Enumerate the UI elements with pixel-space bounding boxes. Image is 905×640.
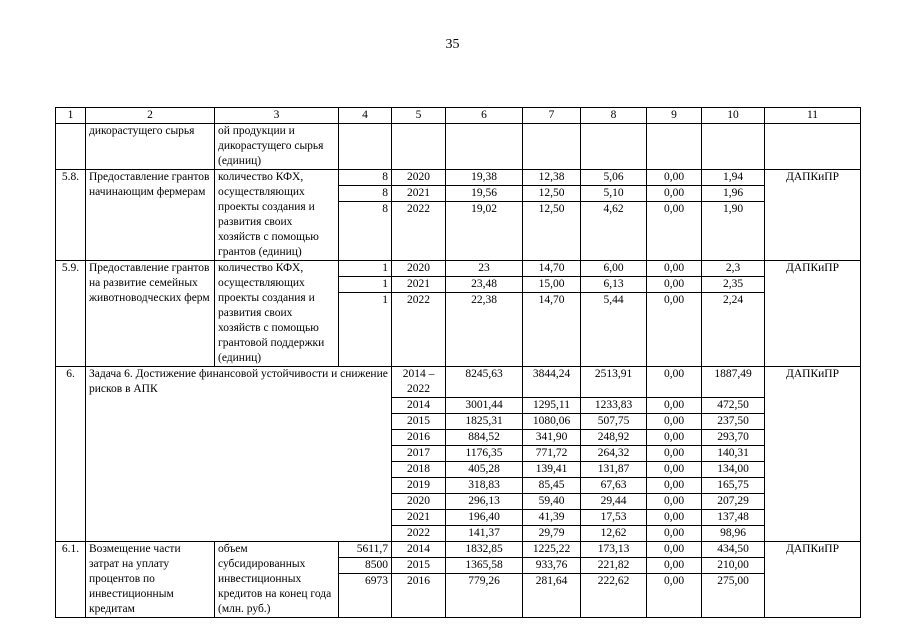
year-cell: 2017 xyxy=(392,446,446,462)
task-row xyxy=(56,367,861,398)
year-cell: 2016 xyxy=(392,574,446,618)
planned-value-cell: 5611,7 xyxy=(339,542,392,558)
continuation-row xyxy=(56,124,861,170)
activity-name: Предоставление грантов начинающим фермерам xyxy=(86,170,215,261)
year-cell: 2016 xyxy=(392,430,446,446)
year-cell: 2020 xyxy=(392,494,446,510)
budget-table xyxy=(55,107,861,618)
total-funding-cell: 19,38 xyxy=(446,170,523,186)
year-cell: 2015 xyxy=(392,414,446,430)
local-funding-cell: 0,00 xyxy=(647,186,702,202)
extra-funding-cell: 98,96 xyxy=(702,526,765,542)
federal-funding-cell: 281,64 xyxy=(523,574,581,618)
regional-funding-cell: 29,44 xyxy=(581,494,647,510)
total-funding-cell: 779,26 xyxy=(446,574,523,618)
year-cell: 2018 xyxy=(392,462,446,478)
planned-value-cell: 8 xyxy=(339,170,392,186)
extra-funding-cell: 137,48 xyxy=(702,510,765,526)
year-cell: 2014 – 2022 xyxy=(392,367,446,398)
planned-value-cell: 1 xyxy=(339,261,392,277)
column-header: 4 xyxy=(339,108,392,124)
regional-funding-cell: 221,82 xyxy=(581,558,647,574)
extra-funding-cell: 210,00 xyxy=(702,558,765,574)
task-title: Задача 6. Достижение финансовой устойчивости и снижение рисков в АПК xyxy=(86,367,392,542)
year-cell: 2014 xyxy=(392,398,446,414)
year-cell: 2021 xyxy=(392,510,446,526)
extra-funding-cell: 165,75 xyxy=(702,478,765,494)
extra-funding-cell: 207,29 xyxy=(702,494,765,510)
federal-funding-cell: 14,70 xyxy=(523,261,581,277)
planned-value-cell: 8500 xyxy=(339,558,392,574)
regional-funding-cell: 5,10 xyxy=(581,186,647,202)
year-cell: 2020 xyxy=(392,261,446,277)
column-header: 3 xyxy=(215,108,339,124)
regional-funding-cell: 507,75 xyxy=(581,414,647,430)
planned-value-cell: 8 xyxy=(339,186,392,202)
federal-funding-cell: 139,41 xyxy=(523,462,581,478)
executor-cell: ДАПКиПР xyxy=(765,261,861,367)
local-funding-cell: 0,00 xyxy=(647,202,702,261)
year-cell: 2020 xyxy=(392,170,446,186)
year-cell: 2021 xyxy=(392,277,446,293)
regional-funding-cell: 4,62 xyxy=(581,202,647,261)
federal-funding-cell: 1080,06 xyxy=(523,414,581,430)
extra-funding-cell: 2,35 xyxy=(702,277,765,293)
regional-funding-cell: 248,92 xyxy=(581,430,647,446)
local-funding-cell: 0,00 xyxy=(647,170,702,186)
local-funding-cell: 0,00 xyxy=(647,398,702,414)
regional-funding-cell: 12,62 xyxy=(581,526,647,542)
activity-name: Возмещение части затрат на уплату процентов по инвестиционным кредитам xyxy=(86,542,215,618)
year-cell: 2022 xyxy=(392,202,446,261)
indicator-text: количество КФХ, осуществляющих проекты создания и развития своих хозяйств с помощью грантов (единиц) xyxy=(215,170,339,261)
local-funding-cell: 0,00 xyxy=(647,462,702,478)
total-funding-cell: 196,40 xyxy=(446,510,523,526)
activity-name: дикорастущего сырья xyxy=(86,124,215,170)
extra-funding-cell: 275,00 xyxy=(702,574,765,618)
table-row xyxy=(56,170,861,186)
federal-funding-cell: 3844,24 xyxy=(523,367,581,398)
federal-funding-cell: 12,50 xyxy=(523,202,581,261)
table-body xyxy=(56,108,861,618)
federal-funding-cell: 771,72 xyxy=(523,446,581,462)
total-funding-cell: 1176,35 xyxy=(446,446,523,462)
regional-funding-cell: 67,63 xyxy=(581,478,647,494)
activity-name: Предоставление грантов на развитие семейных животноводческих ферм xyxy=(86,261,215,367)
total-funding-cell: 1825,31 xyxy=(446,414,523,430)
total-funding-cell: 22,38 xyxy=(446,293,523,367)
executor-cell: ДАПКиПР xyxy=(765,170,861,261)
table-row xyxy=(56,261,861,277)
total-funding-cell: 1832,85 xyxy=(446,542,523,558)
extra-funding-cell: 1,96 xyxy=(702,186,765,202)
federal-funding-cell: 1225,22 xyxy=(523,542,581,558)
total-funding-cell: 23 xyxy=(446,261,523,277)
column-header: 11 xyxy=(765,108,861,124)
extra-funding-cell: 293,70 xyxy=(702,430,765,446)
planned-value-cell: 1 xyxy=(339,277,392,293)
local-funding-cell: 0,00 xyxy=(647,446,702,462)
federal-funding-cell: 29,79 xyxy=(523,526,581,542)
page-number: 35 xyxy=(445,37,460,52)
local-funding-cell: 0,00 xyxy=(647,261,702,277)
total-funding-cell: 884,52 xyxy=(446,430,523,446)
local-funding-cell: 0,00 xyxy=(647,574,702,618)
regional-funding-cell: 222,62 xyxy=(581,574,647,618)
local-funding-cell: 0,00 xyxy=(647,558,702,574)
regional-funding-cell: 131,87 xyxy=(581,462,647,478)
indicator-text: количество КФХ, осуществляющих проекты создания и развития своих хозяйств с помощью грантовой поддержки (единиц) xyxy=(215,261,339,367)
local-funding-cell: 0,00 xyxy=(647,367,702,398)
year-cell: 2022 xyxy=(392,526,446,542)
year-cell: 2021 xyxy=(392,186,446,202)
regional-funding-cell: 5,06 xyxy=(581,170,647,186)
regional-funding-cell: 17,53 xyxy=(581,510,647,526)
executor-cell: ДАПКиПР xyxy=(765,542,861,618)
executor-cell: ДАПКиПР xyxy=(765,367,861,542)
local-funding-cell: 0,00 xyxy=(647,494,702,510)
total-funding-cell: 19,02 xyxy=(446,202,523,261)
year-cell: 2015 xyxy=(392,558,446,574)
local-funding-cell: 0,00 xyxy=(647,430,702,446)
regional-funding-cell: 5,44 xyxy=(581,293,647,367)
extra-funding-cell: 237,50 xyxy=(702,414,765,430)
total-funding-cell: 3001,44 xyxy=(446,398,523,414)
extra-funding-cell: 472,50 xyxy=(702,398,765,414)
federal-funding-cell: 1295,11 xyxy=(523,398,581,414)
extra-funding-cell: 1887,49 xyxy=(702,367,765,398)
regional-funding-cell: 264,32 xyxy=(581,446,647,462)
header-row xyxy=(56,108,861,124)
column-header: 10 xyxy=(702,108,765,124)
year-cell: 2022 xyxy=(392,293,446,367)
federal-funding-cell: 41,39 xyxy=(523,510,581,526)
column-header: 1 xyxy=(56,108,86,124)
table-row xyxy=(56,542,861,558)
planned-value-cell: 8 xyxy=(339,202,392,261)
year-cell: 2019 xyxy=(392,478,446,494)
total-funding-cell: 405,28 xyxy=(446,462,523,478)
local-funding-cell: 0,00 xyxy=(647,526,702,542)
federal-funding-cell: 85,45 xyxy=(523,478,581,494)
total-funding-cell: 141,37 xyxy=(446,526,523,542)
extra-funding-cell: 2,24 xyxy=(702,293,765,367)
extra-funding-cell: 1,90 xyxy=(702,202,765,261)
federal-funding-cell: 59,40 xyxy=(523,494,581,510)
extra-funding-cell: 140,31 xyxy=(702,446,765,462)
local-funding-cell: 0,00 xyxy=(647,542,702,558)
column-header: 6 xyxy=(446,108,523,124)
regional-funding-cell: 6,13 xyxy=(581,277,647,293)
federal-funding-cell: 12,50 xyxy=(523,186,581,202)
planned-value-cell: 6973 xyxy=(339,574,392,618)
item-number: 6. xyxy=(56,367,86,542)
extra-funding-cell: 2,3 xyxy=(702,261,765,277)
total-funding-cell: 8245,63 xyxy=(446,367,523,398)
item-number: 6.1. xyxy=(56,542,86,618)
local-funding-cell: 0,00 xyxy=(647,293,702,367)
federal-funding-cell: 341,90 xyxy=(523,430,581,446)
extra-funding-cell: 134,00 xyxy=(702,462,765,478)
planned-value-cell: 1 xyxy=(339,293,392,367)
local-funding-cell: 0,00 xyxy=(647,478,702,494)
item-number: 5.8. xyxy=(56,170,86,261)
local-funding-cell: 0,00 xyxy=(647,510,702,526)
column-header: 5 xyxy=(392,108,446,124)
total-funding-cell: 1365,58 xyxy=(446,558,523,574)
local-funding-cell: 0,00 xyxy=(647,414,702,430)
local-funding-cell: 0,00 xyxy=(647,277,702,293)
regional-funding-cell: 1233,83 xyxy=(581,398,647,414)
federal-funding-cell: 14,70 xyxy=(523,293,581,367)
column-header: 8 xyxy=(581,108,647,124)
extra-funding-cell: 434,50 xyxy=(702,542,765,558)
column-header: 2 xyxy=(86,108,215,124)
total-funding-cell: 23,48 xyxy=(446,277,523,293)
federal-funding-cell: 12,38 xyxy=(523,170,581,186)
regional-funding-cell: 2513,91 xyxy=(581,367,647,398)
total-funding-cell: 296,13 xyxy=(446,494,523,510)
total-funding-cell: 318,83 xyxy=(446,478,523,494)
indicator-text: объем субсидированных инвестиционных кредитов на конец года (млн. руб.) xyxy=(215,542,339,618)
item-number: 5.9. xyxy=(56,261,86,367)
regional-funding-cell: 6,00 xyxy=(581,261,647,277)
column-header: 9 xyxy=(647,108,702,124)
total-funding-cell: 19,56 xyxy=(446,186,523,202)
federal-funding-cell: 933,76 xyxy=(523,558,581,574)
indicator-text: ой продукции и дикорастущего сырья (единиц) xyxy=(215,124,339,170)
federal-funding-cell: 15,00 xyxy=(523,277,581,293)
year-cell: 2014 xyxy=(392,542,446,558)
extra-funding-cell: 1,94 xyxy=(702,170,765,186)
column-header: 7 xyxy=(523,108,581,124)
regional-funding-cell: 173,13 xyxy=(581,542,647,558)
